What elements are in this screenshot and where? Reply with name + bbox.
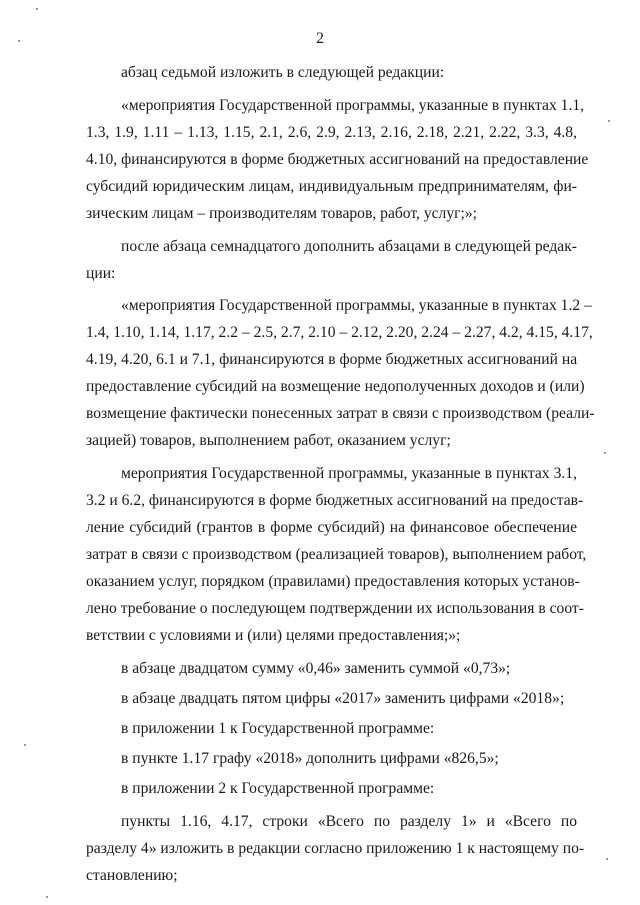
paragraph-line: после абзаца семнадцатого дополнить абзацами в следующей редак- xyxy=(121,238,577,255)
paragraph-line: 3.2 и 6.2, финансируются в форме бюджетных ассигнований на предостав- xyxy=(86,492,584,509)
scan-speck xyxy=(608,120,610,122)
paragraph-line: возмещение фактически понесенных затрат в связи с производством (реали- xyxy=(86,405,595,422)
paragraph-line: зическим лицам – производителям товаров, работ, услуг;»; xyxy=(86,205,477,222)
scan-speck xyxy=(18,40,20,42)
paragraph-line: ление субсидий (грантов в форме субсидий) на финансовое обеспечение xyxy=(86,519,577,536)
paragraph-line: мероприятия Государственной программы, указанные в пунктах 3.1, xyxy=(121,465,577,482)
paragraph-line: абзац седьмой изложить в следующей редакции: xyxy=(121,64,445,81)
scan-speck xyxy=(36,8,38,10)
paragraph-line: в пункте 1.17 графу «2018» дополнить цифрами «826,5»; xyxy=(121,750,499,767)
paragraph-line: оказанием услуг, порядком (правилами) предоставления которых установ- xyxy=(86,573,580,590)
paragraph-line: «мероприятия Государственной программы, указанные в пунктах 1.1, xyxy=(121,97,585,114)
paragraph-line: в приложении 1 к Государственной программе: xyxy=(121,720,435,737)
paragraph-line: ветствии с условиями и (или) целями предоставления;»; xyxy=(86,627,461,644)
paragraph-line: 1.3, 1.9, 1.11 – 1.13, 1.15, 2.1, 2.6, 2.9, 2.13, 2.16, 2.18, 2.21, 2.22, 3.3, 4.8, xyxy=(86,124,577,141)
paragraph-line: затрат в связи с производством (реализацией товаров), выполнением работ, xyxy=(86,546,587,563)
paragraph-line: в абзаце двадцать пятом цифры «2017» заменить цифрами «2018»; xyxy=(121,690,565,707)
paragraph-line: 4.19, 4.20, 6.1 и 7.1, финансируются в форме бюджетных ассигнований на xyxy=(86,351,578,368)
paragraph-line: разделу 4» изложить в редакции согласно приложению 1 к настоящему по- xyxy=(86,840,585,857)
scan-speck xyxy=(604,452,606,454)
paragraph-line: лено требование о последующем подтверждении их использования в соот- xyxy=(86,600,584,617)
paragraph-line: в приложении 2 к Государственной программе: xyxy=(121,780,435,797)
scan-speck xyxy=(24,744,26,746)
paragraph-line: 1.4, 1.10, 1.14, 1.17, 2.2 – 2.5, 2.7, 2.10 – 2.12, 2.20, 2.24 – 2.27, 4.2, 4.15, 4.17, xyxy=(86,324,593,341)
paragraph-line: «мероприятия Государственной программы, указанные в пунктах 1.2 – xyxy=(121,297,592,314)
paragraph-line: предоставление субсидий на возмещение недополученных доходов и (или) xyxy=(86,378,585,395)
paragraph-line: зацией) товаров, выполнением работ, оказанием услуг; xyxy=(86,432,451,449)
scan-speck xyxy=(46,896,48,898)
paragraph-line: 4.10, финансируются в форме бюджетных ассигнований на предоставление xyxy=(86,151,589,168)
paragraph-line: пункты 1.16, 4.17, строки «Всего по разделу 1» и «Всего по xyxy=(121,813,577,830)
paragraph-line: ции: xyxy=(86,265,116,282)
page-number: 2 xyxy=(316,30,324,47)
scan-speck xyxy=(606,858,608,860)
paragraph-line: субсидий юридическим лицам, индивидуальным предпринимателям, фи- xyxy=(86,178,577,195)
paragraph-line: в абзаце двадцатом сумму «0,46» заменить суммой «0,73»; xyxy=(121,660,511,677)
paragraph-line: становлению; xyxy=(86,867,178,884)
